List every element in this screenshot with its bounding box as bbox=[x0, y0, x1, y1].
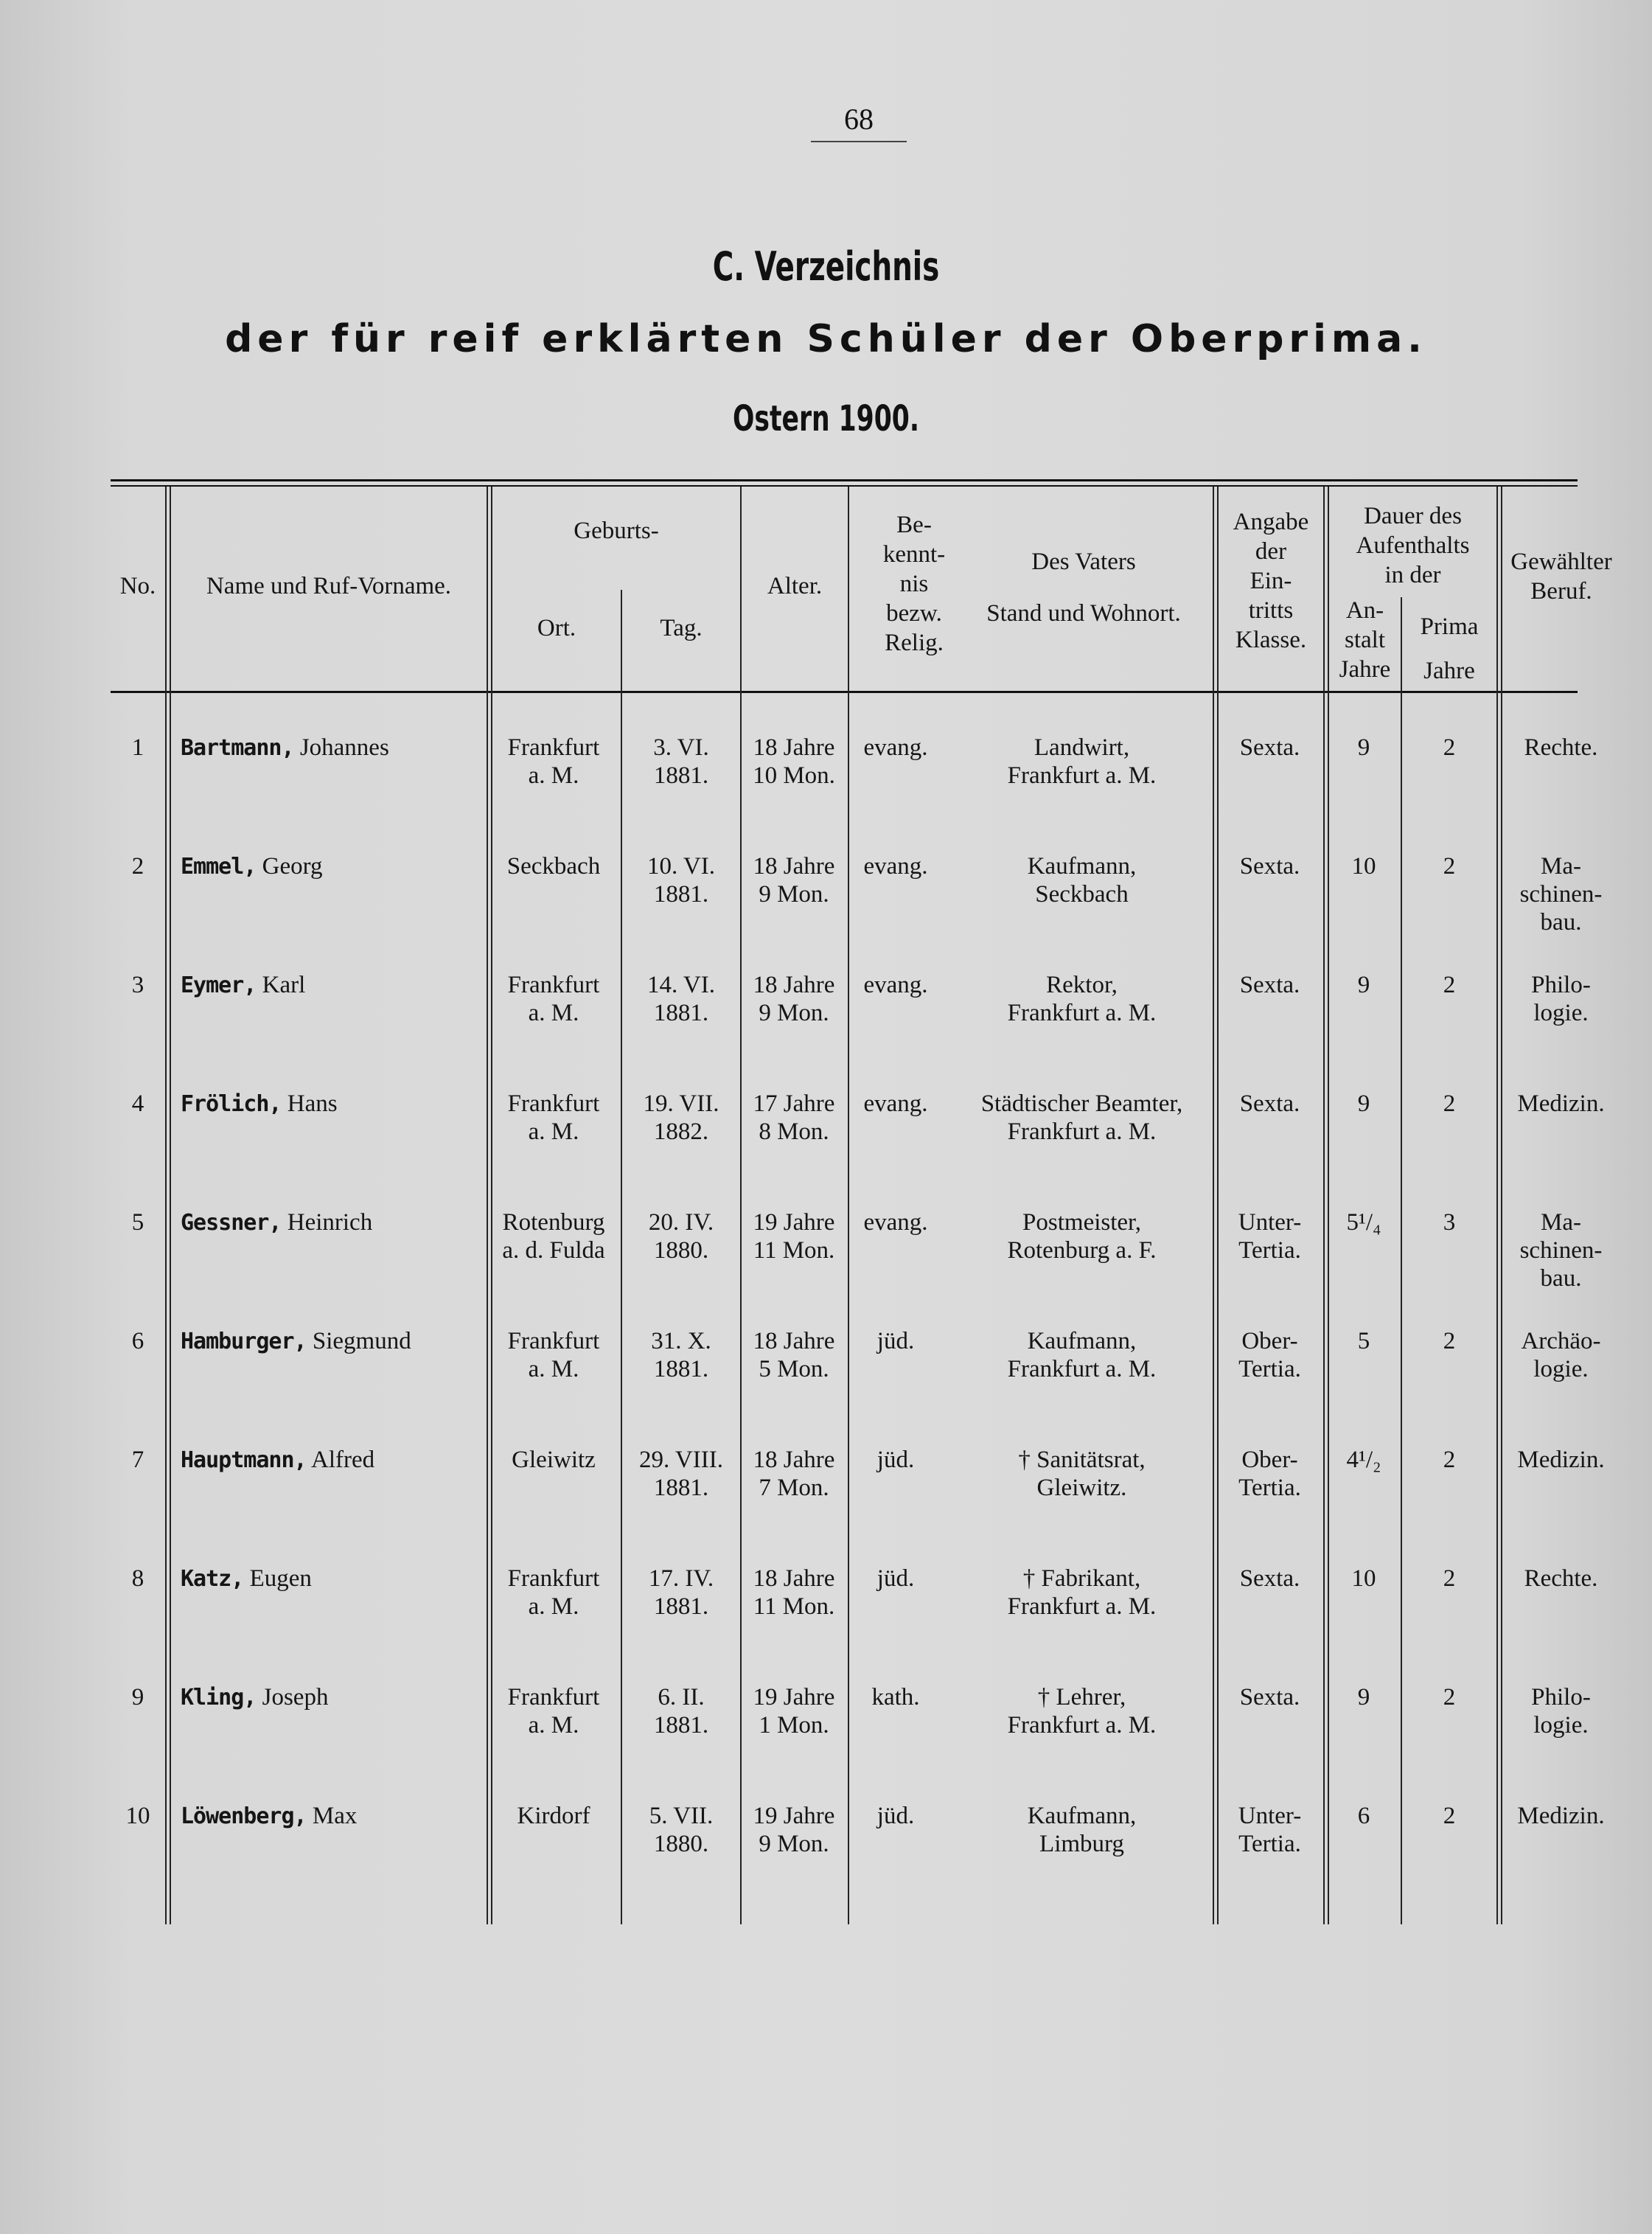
cell-beruf: Ma- schinen- bau. bbox=[1519, 853, 1603, 936]
student-surname: Emmel, bbox=[181, 854, 257, 880]
cell-klasse: Ober- Tertia. bbox=[1238, 1328, 1301, 1382]
student-name bbox=[181, 1446, 487, 1475]
cell-relig: kath. bbox=[871, 1684, 920, 1711]
cell-anstalt: 5¹/₄ bbox=[1346, 1209, 1381, 1236]
cell-klasse: Unter- Tertia. bbox=[1238, 1209, 1302, 1264]
header-bekenntnis: Be- kennt- nis bezw. Relig. bbox=[882, 512, 946, 656]
cell-ort: Frankfurt a. M. bbox=[507, 734, 600, 789]
student-name bbox=[181, 1802, 487, 1831]
student-surname: Hauptmann, bbox=[181, 1447, 307, 1473]
col-rule bbox=[1496, 487, 1498, 1924]
header-alter: Alter. bbox=[767, 573, 823, 599]
student-given-name: Hans bbox=[281, 1090, 338, 1117]
cell-ort: Frankfurt a. M. bbox=[507, 1328, 600, 1382]
cell-no: 3 bbox=[131, 972, 144, 998]
cell-prima: 2 bbox=[1443, 1328, 1456, 1354]
header-tag: Tag. bbox=[660, 615, 703, 641]
student-name bbox=[181, 1565, 487, 1593]
cell-klasse: Sexta. bbox=[1239, 734, 1300, 761]
student-surname: Gessner, bbox=[181, 1210, 282, 1236]
cell-tag: 10. VI. 1881. bbox=[647, 853, 715, 908]
cell-vater: † Sanitätsrat, Gleiwitz. bbox=[1018, 1447, 1146, 1501]
cell-relig: jüd. bbox=[876, 1565, 915, 1592]
student-given-name: Max bbox=[306, 1803, 358, 1829]
cell-tag: 3. VI. 1881. bbox=[653, 734, 709, 789]
col-rule bbox=[1213, 487, 1214, 1924]
header-bottom-rule bbox=[111, 691, 1578, 693]
cell-tag: 6. II. 1881. bbox=[653, 1684, 709, 1739]
cell-prima: 2 bbox=[1443, 1803, 1456, 1829]
header-geburts: Geburts- bbox=[574, 518, 659, 544]
cell-vater: † Fabrikant, Frankfurt a. M. bbox=[1007, 1565, 1157, 1620]
cell-beruf: Medizin. bbox=[1517, 1090, 1605, 1117]
cell-ort: Seckbach bbox=[506, 853, 601, 880]
cell-prima: 2 bbox=[1443, 1090, 1456, 1117]
cell-no: 9 bbox=[131, 1684, 144, 1711]
header-beruf: Gewählter Beruf. bbox=[1510, 549, 1612, 605]
header-ort: Ort. bbox=[537, 615, 576, 641]
cell-klasse: Sexta. bbox=[1239, 1090, 1300, 1117]
section-title: C. Verzeichnis bbox=[712, 243, 940, 290]
cell-no: 8 bbox=[131, 1565, 144, 1592]
cell-tag: 14. VI. 1881. bbox=[647, 972, 715, 1026]
student-given-name: Eugen bbox=[243, 1565, 312, 1592]
header-eintritt: Angabe der Ein- tritts Klasse. bbox=[1233, 509, 1309, 653]
cell-relig: jüd. bbox=[876, 1328, 915, 1354]
student-name bbox=[181, 1208, 487, 1237]
student-surname: Katz, bbox=[181, 1566, 244, 1592]
cell-vater: Landwirt, Frankfurt a. M. bbox=[1007, 734, 1157, 789]
cell-anstalt: 6 bbox=[1357, 1803, 1370, 1829]
cell-anstalt: 9 bbox=[1357, 734, 1370, 761]
col-rule bbox=[1401, 597, 1402, 1924]
table-top-rule bbox=[111, 479, 1578, 481]
cell-anstalt: 9 bbox=[1357, 1684, 1370, 1711]
cell-tag: 20. IV. 1880. bbox=[648, 1209, 714, 1264]
page-number: 68 bbox=[811, 102, 907, 142]
cell-alter: 18 Jahre 7 Mon. bbox=[753, 1447, 835, 1501]
student-given-name: Siegmund bbox=[306, 1328, 411, 1354]
cell-tag: 29. VIII. 1881. bbox=[639, 1447, 723, 1501]
header-prima: Prima bbox=[1420, 613, 1479, 640]
table-top-rule-2 bbox=[111, 485, 1578, 487]
student-surname: Bartmann, bbox=[181, 735, 294, 761]
cell-vater: Rektor, Frankfurt a. M. bbox=[1007, 972, 1157, 1026]
student-name bbox=[181, 1090, 487, 1118]
cell-relig: evang. bbox=[863, 1209, 928, 1236]
cell-tag: 31. X. 1881. bbox=[651, 1328, 711, 1382]
cell-ort: Rotenburg a. d. Fulda bbox=[502, 1209, 605, 1264]
document-date: Ostern 1900. bbox=[733, 398, 919, 439]
student-given-name: Heinrich bbox=[281, 1209, 373, 1236]
cell-beruf: Medizin. bbox=[1517, 1447, 1605, 1473]
cell-no: 4 bbox=[131, 1090, 144, 1117]
cell-ort: Frankfurt a. M. bbox=[507, 1684, 600, 1739]
cell-anstalt: 10 bbox=[1351, 1565, 1376, 1592]
cell-vater: Postmeister, Rotenburg a. F. bbox=[1007, 1209, 1157, 1264]
cell-alter: 19 Jahre 1 Mon. bbox=[753, 1684, 835, 1739]
cell-relig: evang. bbox=[863, 972, 928, 998]
student-name bbox=[181, 971, 487, 1000]
cell-no: 10 bbox=[125, 1803, 150, 1829]
header-vater-top: Des Vaters bbox=[1031, 549, 1136, 575]
cell-anstalt: 5 bbox=[1357, 1328, 1370, 1354]
col-rule bbox=[165, 487, 167, 1924]
student-given-name: Alfred bbox=[306, 1447, 375, 1473]
cell-alter: 19 Jahre 9 Mon. bbox=[753, 1803, 835, 1857]
document-subtitle: der für reif erklärten Schüler der Oberprima. bbox=[225, 317, 1427, 361]
cell-no: 7 bbox=[131, 1447, 144, 1473]
student-surname: Kling, bbox=[181, 1685, 257, 1711]
header-dauer: Dauer des Aufenthalts in der bbox=[1356, 503, 1470, 588]
cell-ort: Kirdorf bbox=[517, 1803, 590, 1829]
cell-anstalt: 9 bbox=[1357, 1090, 1370, 1117]
student-name bbox=[181, 852, 487, 881]
student-surname: Löwenberg, bbox=[181, 1803, 307, 1829]
student-name bbox=[181, 1327, 487, 1356]
cell-prima: 2 bbox=[1443, 972, 1456, 998]
cell-klasse: Unter- Tertia. bbox=[1238, 1803, 1302, 1857]
cell-no: 5 bbox=[131, 1209, 144, 1236]
cell-vater: Städtischer Beamter, Frankfurt a. M. bbox=[980, 1090, 1183, 1145]
cell-tag: 5. VII. 1880. bbox=[649, 1803, 714, 1857]
cell-vater: Kaufmann, Limburg bbox=[1027, 1803, 1137, 1857]
cell-alter: 18 Jahre 10 Mon. bbox=[753, 734, 835, 789]
header-anstalt: An- stalt Jahre bbox=[1339, 597, 1391, 683]
student-given-name: Joseph bbox=[256, 1684, 329, 1711]
cell-beruf: Ma- schinen- bau. bbox=[1519, 1209, 1603, 1292]
cell-beruf: Rechte. bbox=[1524, 734, 1598, 761]
cell-relig: jüd. bbox=[876, 1447, 915, 1473]
header-vater-bottom: Stand und Wohnort. bbox=[986, 600, 1181, 627]
cell-tag: 17. IV. 1881. bbox=[648, 1565, 714, 1620]
cell-relig: jüd. bbox=[876, 1803, 915, 1829]
cell-anstalt: 4¹/₂ bbox=[1346, 1447, 1381, 1473]
cell-beruf: Medizin. bbox=[1517, 1803, 1605, 1829]
cell-alter: 18 Jahre 9 Mon. bbox=[753, 972, 835, 1026]
cell-vater: † Lehrer, Frankfurt a. M. bbox=[1007, 1684, 1157, 1739]
cell-beruf: Philo- logie. bbox=[1531, 1684, 1591, 1739]
header-prima-jahre: Jahre bbox=[1423, 658, 1475, 684]
cell-vater: Kaufmann, Frankfurt a. M. bbox=[1007, 1328, 1157, 1382]
cell-relig: evang. bbox=[863, 1090, 928, 1117]
cell-prima: 3 bbox=[1443, 1209, 1456, 1236]
student-given-name: Georg bbox=[256, 853, 323, 880]
student-given-name: Karl bbox=[256, 972, 306, 998]
cell-ort: Frankfurt a. M. bbox=[507, 1090, 600, 1145]
cell-beruf: Archäo- logie. bbox=[1521, 1328, 1601, 1382]
student-surname: Hamburger, bbox=[181, 1329, 307, 1354]
cell-klasse: Sexta. bbox=[1239, 1684, 1300, 1711]
cell-klasse: Sexta. bbox=[1239, 1565, 1300, 1592]
student-surname: Eymer, bbox=[181, 972, 257, 998]
cell-klasse: Sexta. bbox=[1239, 972, 1300, 998]
cell-ort: Frankfurt a. M. bbox=[507, 1565, 600, 1620]
cell-klasse: Ober- Tertia. bbox=[1238, 1447, 1301, 1501]
cell-anstalt: 9 bbox=[1357, 972, 1370, 998]
header-name: Name und Ruf-Vorname. bbox=[206, 573, 452, 599]
cell-ort: Gleiwitz bbox=[512, 1447, 596, 1473]
cell-prima: 2 bbox=[1443, 1684, 1456, 1711]
cell-tag: 19. VII. 1882. bbox=[643, 1090, 719, 1145]
header-no: No. bbox=[119, 573, 156, 599]
cell-prima: 2 bbox=[1443, 1447, 1456, 1473]
cell-alter: 19 Jahre 11 Mon. bbox=[753, 1209, 835, 1264]
cell-prima: 2 bbox=[1443, 734, 1456, 761]
cell-anstalt: 10 bbox=[1351, 853, 1376, 880]
cell-beruf: Rechte. bbox=[1524, 1565, 1598, 1592]
cell-alter: 17 Jahre 8 Mon. bbox=[753, 1090, 835, 1145]
cell-prima: 2 bbox=[1443, 853, 1456, 880]
cell-alter: 18 Jahre 11 Mon. bbox=[753, 1565, 835, 1620]
student-surname: Frölich, bbox=[181, 1091, 282, 1117]
cell-alter: 18 Jahre 9 Mon. bbox=[753, 853, 835, 908]
cell-relig: evang. bbox=[863, 734, 928, 761]
cell-vater: Kaufmann, Seckbach bbox=[1027, 853, 1137, 908]
cell-klasse: Sexta. bbox=[1239, 853, 1300, 880]
cell-ort: Frankfurt a. M. bbox=[507, 972, 600, 1026]
cell-prima: 2 bbox=[1443, 1565, 1456, 1592]
cell-relig: evang. bbox=[863, 853, 928, 880]
student-name bbox=[181, 1683, 487, 1712]
cell-no: 2 bbox=[131, 853, 144, 880]
cell-beruf: Philo- logie. bbox=[1531, 972, 1591, 1026]
col-rule bbox=[1323, 487, 1325, 1924]
student-given-name: Johannes bbox=[293, 734, 389, 761]
cell-no: 6 bbox=[131, 1328, 144, 1354]
student-name bbox=[181, 734, 487, 762]
cell-no: 1 bbox=[131, 734, 144, 761]
cell-alter: 18 Jahre 5 Mon. bbox=[753, 1328, 835, 1382]
